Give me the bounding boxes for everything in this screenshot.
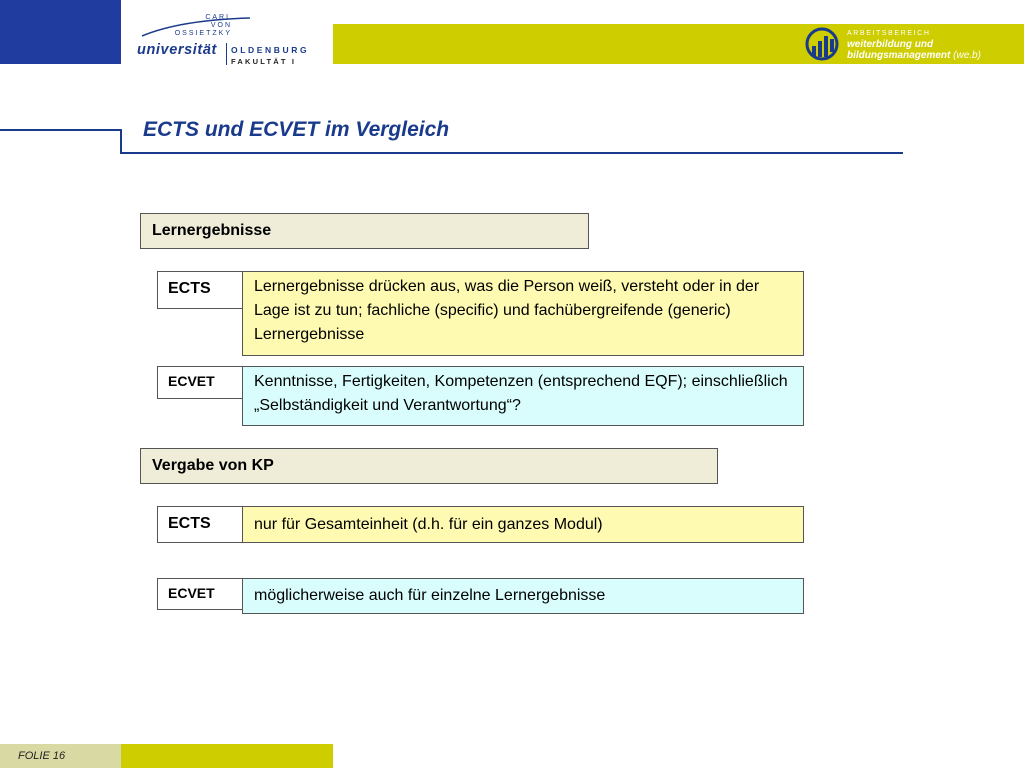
uni-city: OLDENBURG xyxy=(231,45,310,55)
row-label-ects: ECTS xyxy=(157,271,243,309)
row-label-ecvet: ECVET xyxy=(157,366,243,399)
web-logo-text xyxy=(847,28,981,61)
web-logo-line3-text: bildungsmanagement xyxy=(847,50,951,61)
uni-name: universität xyxy=(137,42,217,58)
row-text-ecvet-kp: möglicherweise auch für einzelne Lernergebnisse xyxy=(242,578,804,614)
web-logo-abbr: (we.b) xyxy=(953,50,981,61)
row-label-ecvet: ECVET xyxy=(157,578,243,610)
row-text-ects: Lernergebnisse drücken aus, was die Person weiß, versteht oder in der Lage ist zu tun; fachliche (specific) und fachübergreifende (generic) Lernergebnisse xyxy=(242,271,804,356)
footer-yellow-bar xyxy=(121,744,333,768)
footer-slide-number: FOLIE 16 xyxy=(0,744,121,768)
uni-logo-divider xyxy=(226,43,227,65)
row-label-ects: ECTS xyxy=(157,506,243,543)
section-heading-vergabe-kp: Vergabe von KP xyxy=(140,448,718,484)
uni-logo-arc-icon xyxy=(140,14,252,40)
uni-faculty: FAKULTÄT I xyxy=(231,57,297,66)
web-logo-line2: weiterbildung und xyxy=(847,39,934,50)
title-rule-left xyxy=(0,129,121,131)
title-rule-vertical xyxy=(120,129,122,154)
header-blue-block xyxy=(0,0,121,64)
row-text-ecvet: Kenntnisse, Fertigkeiten, Kompetenzen (entsprechend EQF); einschließlich „Selbständigkeit und Verantwortung“? xyxy=(242,366,804,426)
web-logo-line1: ARBEITSBEREICH xyxy=(847,30,931,37)
slide-title: ECTS und ECVET im Vergleich xyxy=(143,118,450,141)
uni-carl-line3: OSSIETZKY xyxy=(174,30,232,37)
title-rule-bottom xyxy=(120,152,903,154)
uni-carl-line1: CARL xyxy=(205,14,232,21)
section-heading-lernergebnisse: Lernergebnisse xyxy=(140,213,589,249)
web-logo-icon xyxy=(803,26,841,62)
web-logo-line3 xyxy=(847,50,981,61)
university-logo xyxy=(134,12,324,70)
row-text-ects-kp: nur für Gesamteinheit (d.h. für ein ganzes Modul) xyxy=(242,506,804,543)
uni-carl-line2: VON xyxy=(210,22,232,29)
